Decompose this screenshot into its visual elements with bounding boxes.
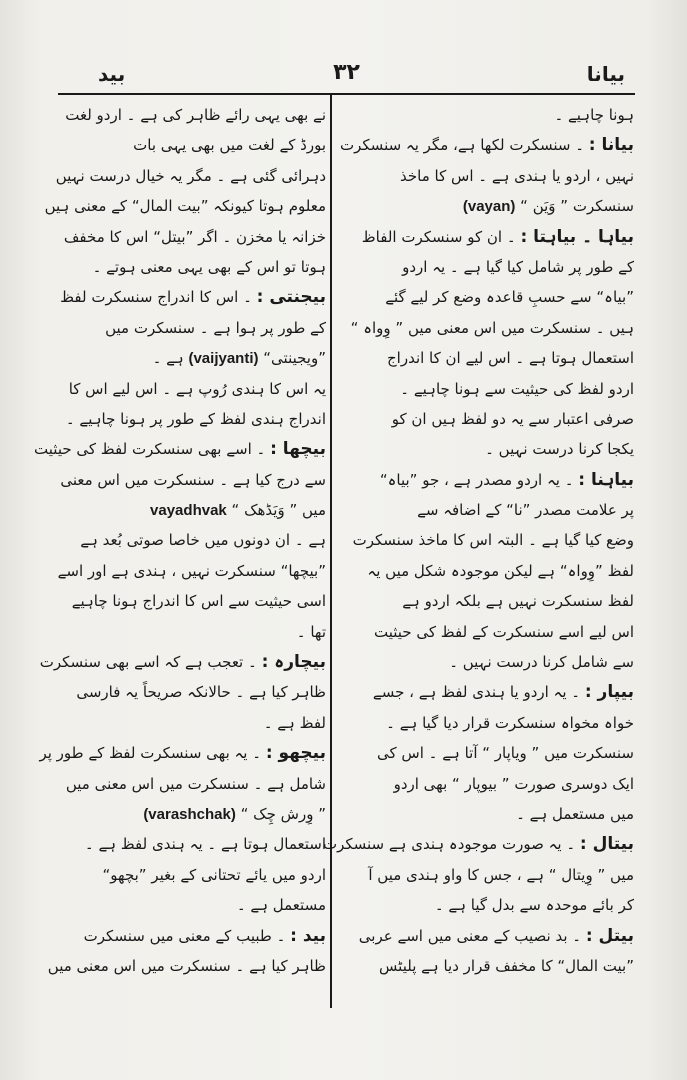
line-text: ہونا چاہیے ۔ xyxy=(554,106,634,124)
line-text: لفظ ”وِواہ“ ہے لیکن موجودہ شکل میں یہ xyxy=(367,561,634,580)
text-line xyxy=(338,465,634,495)
line-text: اردو میں یائے تحتانی کے بغیر ”بچھو“ xyxy=(102,865,326,884)
line-text: یہ اس کا ہندی رُوپ ہے ۔ اس لیے اس کا xyxy=(68,379,326,398)
text-line xyxy=(338,890,634,920)
line-text: سنسکرت ” وَیَن “ xyxy=(515,197,634,216)
text-line xyxy=(55,161,326,191)
entry-headword: بیپار : xyxy=(584,682,634,703)
entry-headword: بیچھا : xyxy=(270,439,326,460)
text-line xyxy=(338,860,634,890)
line-text: ۔ یہ صورت موجودہ ہندی ہے سنسکرت xyxy=(322,835,580,854)
line-text: ۔ اس کا اندراج سنسکرت لفظ xyxy=(60,288,257,307)
line-text: لفظ سنسکرت نہیں ہے بلکہ اردو ہے xyxy=(402,592,634,611)
entry-headword: بیانا : xyxy=(588,135,634,156)
line-text: ”بیاہ“ سے حسبِ قاعدہ وضع کر لیے گئے xyxy=(385,288,634,307)
line-text: کے طور پر شامل کیا گیا ہے ۔ یہ اردو xyxy=(402,257,634,276)
page-number: ۳۲ xyxy=(333,60,360,85)
entry-headword: بیاہا ۔ بیاہتا : xyxy=(520,226,634,247)
line-text: لفظ ہے ۔ xyxy=(263,713,326,732)
line-text: سنسکرت میں ” ویاپار “ آتا ہے ۔ اس کی xyxy=(377,744,634,763)
line-text: استعمال ہوتا ہے ۔ یہ ہندی لفظ ہے ۔ xyxy=(84,835,326,854)
text-line xyxy=(39,647,326,677)
line-text: ۔ یہ اردو مصدر ہے ، جو ”بیاہ“ xyxy=(379,470,579,489)
line-text: میں مستعمل ہے ۔ xyxy=(516,804,634,823)
line-text: کے طور پر ہوا ہے ۔ سنسکرت میں xyxy=(105,318,326,337)
text-line xyxy=(338,951,634,981)
line-text: ظاہر کیا ہے ۔ سنسکرت میں اس معنی میں xyxy=(47,956,326,975)
line-text: اس لیے اسے سنسکرت کے لفظ کی حیثیت xyxy=(374,622,634,641)
line-text: وضع کیا گیا ہے ۔ البتہ اس کا ماخذ سنسکرت xyxy=(352,531,634,550)
entry-headword: بیچارہ : xyxy=(261,652,326,673)
text-line xyxy=(60,708,326,738)
line-text: سے درج کیا ہے ۔ سنسکرت میں اس معنی xyxy=(60,470,326,489)
text-line xyxy=(60,586,326,616)
line-text: خواہ مخواہ سنسکرت قرار دیا گیا ہے ۔ xyxy=(386,713,634,732)
line-text: ہے ۔ ان دونوں میں خاصا صوتی بُعد ہے xyxy=(80,531,326,550)
header-right-word: بیانا xyxy=(586,62,625,86)
text-line xyxy=(60,222,326,252)
line-text: سے شامل کرنا درست نہیں ۔ xyxy=(449,653,634,672)
text-line xyxy=(322,829,634,859)
text-line xyxy=(338,191,634,221)
text-line xyxy=(338,799,634,829)
text-line xyxy=(338,404,634,434)
entry-headword: بید : xyxy=(290,925,326,946)
line-text: کر بائے موحدہ سے بدل گیا ہے ۔ xyxy=(434,896,634,915)
text-line xyxy=(60,313,326,343)
line-text: میں ” وَیَڈھک “ xyxy=(226,501,326,520)
line-text: یکجا کرنا درست نہیں ۔ xyxy=(485,440,634,459)
line-text: ہوتا تو اس کے بھی یہی معنی ہوتے ۔ xyxy=(92,257,326,276)
text-line xyxy=(338,282,634,312)
line-text: اردو لفظ کی حیثیت سے ہونا چاہیے ۔ xyxy=(400,379,634,398)
text-line xyxy=(338,374,634,404)
text-line xyxy=(338,434,634,464)
line-text: اندراج ہندی لفظ کے طور پر ہونا چاہیے ۔ xyxy=(65,409,326,428)
text-line xyxy=(60,829,326,859)
line-text: ”ویجینتی“ xyxy=(258,349,326,368)
text-line xyxy=(338,921,634,951)
text-line xyxy=(60,374,326,404)
text-line xyxy=(60,921,326,951)
text-line xyxy=(338,617,634,647)
line-text: نے بھی یہی رائے ظاہر کی ہے ۔ اردو لغت xyxy=(65,106,326,124)
line-text: ۔ تعجب ہے کہ اسے بھی سنسکرت xyxy=(39,653,262,672)
line-text: ۔ یہ اردو یا ہندی لفظ ہے ، جسے xyxy=(372,683,585,702)
text-line xyxy=(338,738,634,768)
latin-transliteration: vayadhvak xyxy=(150,502,227,520)
text-line xyxy=(338,130,634,160)
text-line xyxy=(60,465,326,495)
text-line xyxy=(338,556,634,586)
line-text: نہیں ، اردو یا ہندی ہے ۔ اس کا ماخذ xyxy=(400,166,634,185)
entry-headword: بیتال : xyxy=(579,834,634,855)
line-text: ہیں ۔ سنسکرت میں اس معنی میں ” وِواہ “ xyxy=(350,318,634,337)
text-line xyxy=(338,677,634,707)
text-line xyxy=(47,951,326,981)
line-text: تھا ۔ xyxy=(296,622,326,641)
header-left-word: بید xyxy=(98,62,126,86)
line-text: ۔ سنسکرت لکھا ہے، مگر یہ سنسکرت xyxy=(340,136,589,155)
line-text: ”بیچھا“ سنسکرت نہیں ، ہندی ہے اور اسے xyxy=(57,561,326,580)
text-line xyxy=(60,860,326,890)
text-line xyxy=(338,525,634,555)
text-line xyxy=(60,890,326,920)
entry-headword: بیجنتی : xyxy=(256,287,326,308)
running-header xyxy=(58,58,635,92)
line-text: ۔ بد نصیب کے معنی میں اسے عربی xyxy=(358,926,586,945)
line-text: ۔ طبیب کے معنی میں سنسکرت xyxy=(83,926,291,945)
text-line xyxy=(338,586,634,616)
text-line xyxy=(34,434,326,464)
entry-headword: بیاہنا : xyxy=(578,469,634,490)
latin-transliteration: (vaijyanti) xyxy=(188,350,259,368)
text-line xyxy=(60,404,326,434)
text-line xyxy=(338,100,634,130)
line-text: ظاہر کیا ہے ۔ حالانکہ صریحاً یہ فارسی xyxy=(76,683,326,702)
line-text: استعمال ہوتا ہے ۔ اس لیے ان کا اندراج xyxy=(386,349,634,368)
text-line xyxy=(60,252,326,282)
text-line xyxy=(338,343,634,373)
text-line xyxy=(338,252,634,282)
line-text: پر علامت مصدر ”نا“ کے اضافہ سے xyxy=(417,501,634,520)
text-line xyxy=(39,738,326,768)
line-text: ” وِرش چِک “ xyxy=(235,804,326,823)
line-text: اسی حیثیت سے اس کا اندراج ہونا چاہیے xyxy=(71,592,326,611)
text-line xyxy=(60,525,326,555)
text-line xyxy=(338,222,634,252)
line-text: صرفی اعتبار سے یہ دو لفظ ہیں ان کو xyxy=(391,409,634,428)
entry-headword: بیتل : xyxy=(585,925,634,946)
text-line xyxy=(338,495,634,525)
line-text: بورڈ کے لغت میں بھی یہی بات xyxy=(133,136,326,155)
text-line xyxy=(44,191,326,221)
line-text: مستعمل ہے ۔ xyxy=(236,896,326,915)
text-line xyxy=(60,495,326,525)
right-column xyxy=(322,100,634,981)
line-text: میں ” وِیتال “ ہے ، جس کا واو ہندی میں آ xyxy=(368,865,634,884)
line-text: ”بیت المال“ کا مخفف قرار دیا ہے پلیٹس xyxy=(379,956,634,975)
text-line xyxy=(60,343,326,373)
line-text: ۔ اسے بھی سنسکرت لفظ کی حیثیت xyxy=(34,440,271,459)
text-line xyxy=(60,282,326,312)
text-line xyxy=(338,313,634,343)
text-line xyxy=(57,556,326,586)
latin-transliteration: (vayan) xyxy=(462,198,516,216)
line-text: معلوم ہوتا کیونکہ ”بیت المال“ کے معنی ہیں xyxy=(44,197,326,216)
text-line xyxy=(338,708,634,738)
line-text: ایک دوسری صورت ” بیوپار “ بھی اردو xyxy=(393,774,634,793)
text-line xyxy=(60,769,326,799)
header-rule xyxy=(58,93,635,95)
line-text: ۔ ان کو سنسکرت الفاظ xyxy=(361,227,521,246)
text-line xyxy=(60,799,326,829)
line-suffix: ہے ۔ xyxy=(152,349,189,368)
line-text: دہرائی گئی ہے ۔ مگر یہ خیال درست نہیں xyxy=(55,166,326,185)
text-line xyxy=(338,647,634,677)
entry-headword: بیچھو : xyxy=(265,743,326,764)
text-line xyxy=(60,677,326,707)
text-line xyxy=(60,617,326,647)
line-text: خزانہ یا مخزن ۔ اگر ”بیتل“ اس کا مخفف xyxy=(63,227,326,246)
text-line xyxy=(338,769,634,799)
column-divider xyxy=(330,93,332,1008)
line-text: ۔ یہ بھی سنسکرت لفظ کے طور پر xyxy=(39,744,266,763)
latin-transliteration: (varashchak) xyxy=(143,805,236,823)
left-column xyxy=(34,100,326,981)
text-line xyxy=(60,130,326,160)
line-text: شامل ہے ۔ سنسکرت میں اس معنی میں xyxy=(65,774,326,793)
text-line xyxy=(338,161,634,191)
text-line xyxy=(60,100,326,130)
